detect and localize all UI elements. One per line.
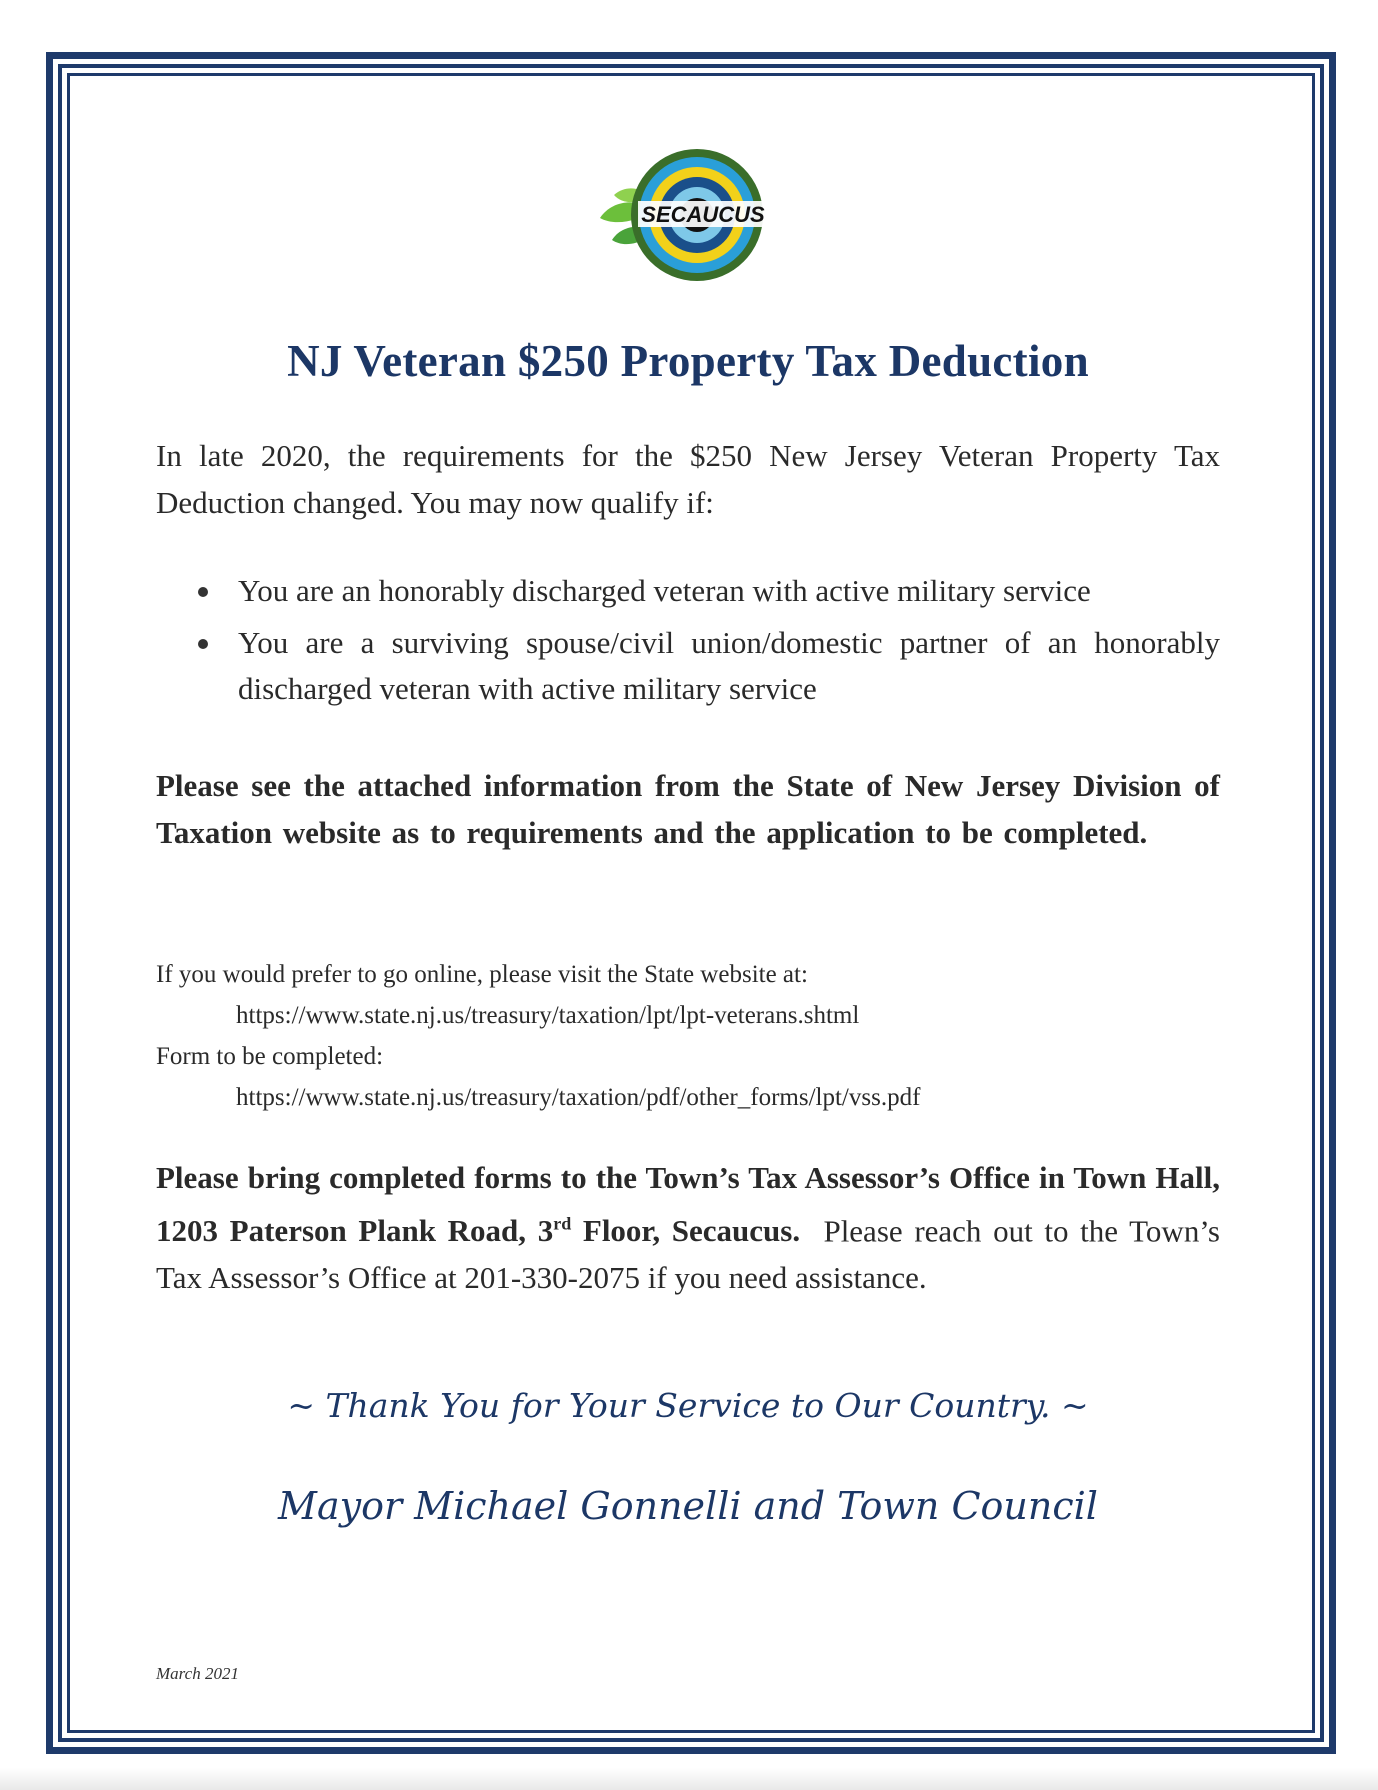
form-label: Form to be completed: bbox=[156, 1043, 384, 1070]
website-url-link[interactable]: https://www.state.nj.us/treasury/taxation/lpt/lpt-veterans.shtml bbox=[236, 1002, 860, 1029]
list-item-text: You are a surviving spouse/civil union/domestic partner of an honorably discharged veteran with active military service bbox=[238, 625, 1220, 706]
contact-text: Please reach out to the Town’s Tax Assessor’s Office at 201-330-2075 if you need assistance. bbox=[156, 1213, 1228, 1296]
form-url-link[interactable]: https://www.state.nj.us/treasury/taxation/pdf/other_forms/lpt/vss.pdf bbox=[236, 1084, 921, 1111]
thank-you-line: ~ Thank You for Your Service to Our Country. ~ bbox=[287, 1386, 1089, 1425]
bullet-icon bbox=[198, 639, 208, 649]
secaucus-logo bbox=[592, 140, 782, 290]
bullet-icon bbox=[198, 587, 208, 597]
signature-line: Mayor Michael Gonnelli and Town Council bbox=[278, 1484, 1098, 1528]
logo-text: SECAUCUS bbox=[641, 202, 765, 227]
attached-info-note: Please see the attached information from the State of New Jersey Division of Taxation website as to requirements and the application to be completed. bbox=[156, 768, 1220, 850]
list-item bbox=[156, 620, 1220, 712]
bring-bold-text: Please bring completed forms to the Town’s Tax Assessor’s Office in Town Hall, 1203 Paterson Plank Road, 3rd Floor, Secaucus. bbox=[156, 1160, 1220, 1249]
page-title: NJ Veteran $250 Property Tax Deduction bbox=[287, 336, 1089, 386]
online-prompt: If you would prefer to go online, please visit the State website at: bbox=[156, 961, 808, 988]
online-links bbox=[156, 954, 1220, 1118]
list-item bbox=[156, 568, 1220, 614]
intro-paragraph: In late 2020, the requirements for the $250 New Jersey Veteran Property Tax Deduction changed. You may now qualify if: bbox=[156, 438, 1220, 520]
list-item-text: You are an honorably discharged veteran with active military service bbox=[238, 573, 1091, 608]
date-label: March 2021 bbox=[156, 1664, 239, 1683]
page-edge bbox=[0, 1768, 1378, 1790]
eligibility-list bbox=[156, 568, 1220, 718]
bring-forms-paragraph bbox=[156, 1154, 1228, 1301]
